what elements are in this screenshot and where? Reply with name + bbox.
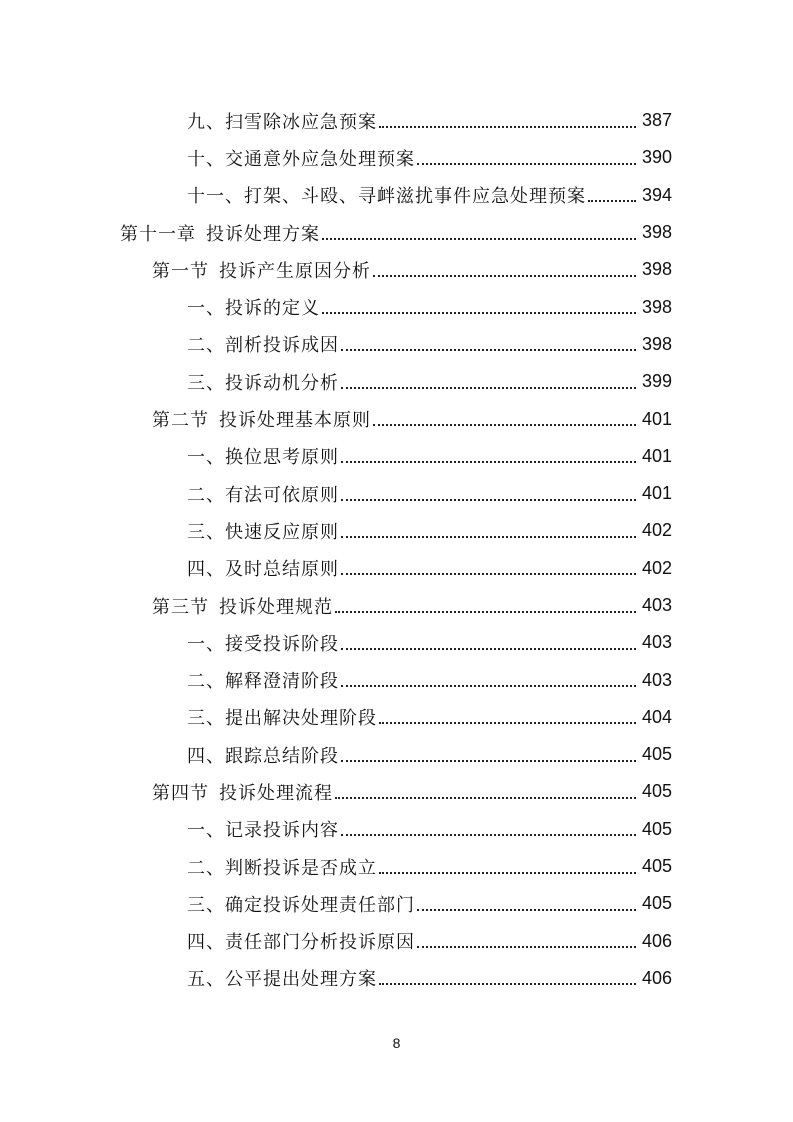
toc-entry-number: 第一节 bbox=[152, 260, 209, 282]
toc-entry-number: 一、 bbox=[187, 447, 225, 469]
toc-entry-title: 及时总结原则 bbox=[225, 559, 339, 581]
toc-entry-label bbox=[187, 630, 339, 656]
toc-entry-number: 三、 bbox=[187, 894, 225, 916]
dot-leader bbox=[379, 983, 636, 985]
toc-entry-title: 交通意外应急处理预案 bbox=[225, 148, 415, 170]
toc-entry-number: 五、 bbox=[187, 969, 225, 991]
toc-entry-label bbox=[187, 481, 339, 507]
toc-entry-number: 三、 bbox=[187, 372, 225, 394]
toc-entry-number: 第三节 bbox=[152, 596, 209, 618]
dot-leader bbox=[322, 238, 636, 240]
toc-entry-label bbox=[187, 742, 339, 768]
toc-entry-item[interactable] bbox=[0, 624, 793, 661]
toc-entry-title: 解释澄清阶段 bbox=[225, 671, 339, 693]
toc-entry-label bbox=[187, 331, 339, 357]
toc-entry-number: 第二节 bbox=[152, 410, 209, 432]
toc-entry-item[interactable] bbox=[0, 102, 793, 139]
toc-entry-label bbox=[187, 667, 339, 693]
page-number: 8 bbox=[392, 1035, 401, 1051]
toc-entry-number: 十、 bbox=[187, 148, 225, 170]
toc-entry-title: 投诉动机分析 bbox=[225, 372, 339, 394]
toc-entry-number: 二、 bbox=[187, 335, 225, 357]
dot-leader bbox=[341, 536, 636, 538]
toc-entry-page: 403 bbox=[641, 595, 672, 615]
toc-entry-label bbox=[187, 555, 339, 581]
toc-entry-page: 405 bbox=[641, 893, 672, 914]
toc-entry-item[interactable] bbox=[0, 885, 793, 922]
toc-entry-title: 投诉处理方案 bbox=[206, 223, 320, 245]
toc-entry-label bbox=[152, 257, 371, 283]
toc-entry-item[interactable] bbox=[0, 699, 793, 736]
toc-entry-title: 投诉产生原因分析 bbox=[219, 260, 371, 282]
dot-leader bbox=[335, 797, 636, 799]
toc-entry-section[interactable] bbox=[0, 587, 793, 624]
toc-entry-title: 投诉的定义 bbox=[225, 298, 320, 320]
toc-entry-page: 402 bbox=[641, 520, 672, 541]
toc-entry-label bbox=[187, 108, 377, 134]
toc-entry-number: 第四节 bbox=[152, 782, 209, 804]
toc-entry-title: 快速反应原则 bbox=[225, 521, 339, 543]
toc-entry-item[interactable] bbox=[0, 811, 793, 848]
toc-entry-item[interactable] bbox=[0, 438, 793, 475]
toc-entry-page: 398 bbox=[641, 259, 672, 280]
toc-entry-number: 三、 bbox=[187, 708, 225, 730]
toc-entry-label bbox=[152, 406, 371, 432]
toc-entry-label bbox=[187, 145, 415, 171]
toc-entry-title: 有法可依原则 bbox=[225, 484, 339, 506]
toc-entry-page: 403 bbox=[641, 632, 672, 653]
dot-leader bbox=[341, 387, 636, 389]
toc-entry-label bbox=[187, 854, 377, 880]
toc-entry-item[interactable] bbox=[0, 139, 793, 176]
toc-entry-page: 406 bbox=[641, 967, 672, 988]
toc-entry-item[interactable] bbox=[0, 363, 793, 400]
toc-entry-page: 398 bbox=[641, 222, 672, 243]
toc-entry-number: 一、 bbox=[187, 633, 225, 655]
toc-entry-label bbox=[187, 518, 339, 544]
dot-leader bbox=[588, 200, 636, 202]
toc-entry-item[interactable] bbox=[0, 923, 793, 960]
toc-entry-page: 405 bbox=[641, 744, 672, 765]
toc-entry-page: 403 bbox=[641, 669, 672, 690]
dot-leader bbox=[379, 872, 636, 874]
toc-entry-section[interactable] bbox=[0, 251, 793, 288]
toc-entry-page: 398 bbox=[641, 296, 672, 317]
toc-entry-title: 投诉处理基本原则 bbox=[219, 410, 371, 432]
dot-leader bbox=[379, 126, 636, 128]
toc-entry-page: 394 bbox=[641, 184, 672, 205]
toc-entry-item[interactable] bbox=[0, 288, 793, 325]
dot-leader bbox=[341, 760, 636, 762]
toc-entry-number: 第十一章 bbox=[120, 223, 196, 245]
toc-entry-label bbox=[120, 220, 320, 246]
toc-entry-title: 投诉处理规范 bbox=[219, 596, 333, 618]
toc-entry-title: 确定投诉处理责任部门 bbox=[225, 894, 415, 916]
toc-entry-label bbox=[187, 704, 377, 730]
dot-leader bbox=[341, 461, 636, 463]
toc-entry-title: 换位思考原则 bbox=[225, 447, 339, 469]
toc-entry-page: 404 bbox=[641, 706, 672, 727]
toc-entry-number: 二、 bbox=[187, 857, 225, 879]
toc-entry-title: 提出解决处理阶段 bbox=[225, 708, 377, 730]
toc-entry-label bbox=[187, 928, 415, 954]
toc-entry-number: 四、 bbox=[187, 559, 225, 581]
dot-leader bbox=[341, 834, 636, 836]
toc-entry-title: 投诉处理流程 bbox=[219, 782, 333, 804]
toc-entry-label bbox=[187, 891, 415, 917]
toc-entry-label bbox=[187, 182, 586, 208]
toc-entry-title: 打架、斗殴、寻衅滋扰事件应急处理预案 bbox=[244, 186, 586, 208]
toc-entry-page: 390 bbox=[641, 147, 672, 168]
toc-entry-page: 398 bbox=[641, 333, 672, 354]
toc-entry-number: 一、 bbox=[187, 298, 225, 320]
dot-leader bbox=[417, 163, 636, 165]
dot-leader bbox=[417, 909, 636, 911]
toc-entry-number: 二、 bbox=[187, 671, 225, 693]
toc-entry-page: 405 bbox=[641, 781, 672, 802]
toc-entry-label bbox=[187, 816, 339, 842]
toc-entry-title: 责任部门分析投诉原因 bbox=[225, 932, 415, 954]
toc-entry-title: 公平提出处理方案 bbox=[225, 969, 377, 991]
table-of-contents bbox=[0, 102, 793, 997]
dot-leader bbox=[341, 349, 636, 351]
toc-entry-number: 四、 bbox=[187, 745, 225, 767]
toc-entry-page: 387 bbox=[641, 110, 672, 131]
toc-entry-number: 四、 bbox=[187, 932, 225, 954]
toc-entry-item[interactable] bbox=[0, 177, 793, 214]
toc-entry-item[interactable] bbox=[0, 848, 793, 885]
dot-leader bbox=[341, 648, 636, 650]
toc-entry-number: 十一、 bbox=[187, 186, 244, 208]
toc-entry-number: 一、 bbox=[187, 820, 225, 842]
toc-entry-chapter[interactable] bbox=[0, 214, 793, 251]
toc-entry-title: 跟踪总结阶段 bbox=[225, 745, 339, 767]
toc-entry-title: 扫雪除冰应急预案 bbox=[225, 111, 377, 133]
toc-entry-item[interactable] bbox=[0, 475, 793, 512]
toc-entry-number: 九、 bbox=[187, 111, 225, 133]
toc-entry-item[interactable] bbox=[0, 661, 793, 698]
toc-entry-title: 记录投诉内容 bbox=[225, 820, 339, 842]
toc-entry-label bbox=[187, 965, 377, 991]
toc-entry-label bbox=[152, 593, 333, 619]
dot-leader bbox=[341, 685, 636, 687]
toc-entry-page: 402 bbox=[641, 557, 672, 578]
dot-leader bbox=[379, 722, 636, 724]
toc-entry-title: 剖析投诉成因 bbox=[225, 335, 339, 357]
toc-entry-section[interactable] bbox=[0, 773, 793, 810]
dot-leader bbox=[335, 611, 636, 613]
toc-entry-item[interactable] bbox=[0, 512, 793, 549]
toc-entry-page: 401 bbox=[641, 408, 672, 429]
toc-entry-page: 405 bbox=[641, 856, 672, 877]
toc-entry-label bbox=[187, 369, 339, 395]
toc-entry-page: 405 bbox=[641, 818, 672, 839]
toc-entry-page: 399 bbox=[641, 371, 672, 392]
dot-leader bbox=[341, 573, 636, 575]
toc-entry-title: 判断投诉是否成立 bbox=[225, 857, 377, 879]
dot-leader bbox=[373, 275, 636, 277]
toc-entry-label bbox=[152, 779, 333, 805]
toc-entry-page: 406 bbox=[641, 930, 672, 951]
toc-entry-page: 401 bbox=[641, 445, 672, 466]
dot-leader bbox=[373, 424, 636, 426]
dot-leader bbox=[417, 946, 636, 948]
toc-entry-item[interactable] bbox=[0, 326, 793, 363]
toc-entry-page: 401 bbox=[641, 483, 672, 504]
dot-leader bbox=[341, 499, 636, 501]
toc-entry-label bbox=[187, 294, 320, 320]
toc-entry-label bbox=[187, 443, 339, 469]
dot-leader bbox=[322, 312, 636, 314]
toc-entry-item[interactable] bbox=[0, 550, 793, 587]
toc-entry-item[interactable] bbox=[0, 736, 793, 773]
toc-entry-number: 三、 bbox=[187, 521, 225, 543]
toc-entry-title: 接受投诉阶段 bbox=[225, 633, 339, 655]
toc-entry-item[interactable] bbox=[0, 960, 793, 997]
toc-entry-number: 二、 bbox=[187, 484, 225, 506]
toc-entry-section[interactable] bbox=[0, 400, 793, 437]
